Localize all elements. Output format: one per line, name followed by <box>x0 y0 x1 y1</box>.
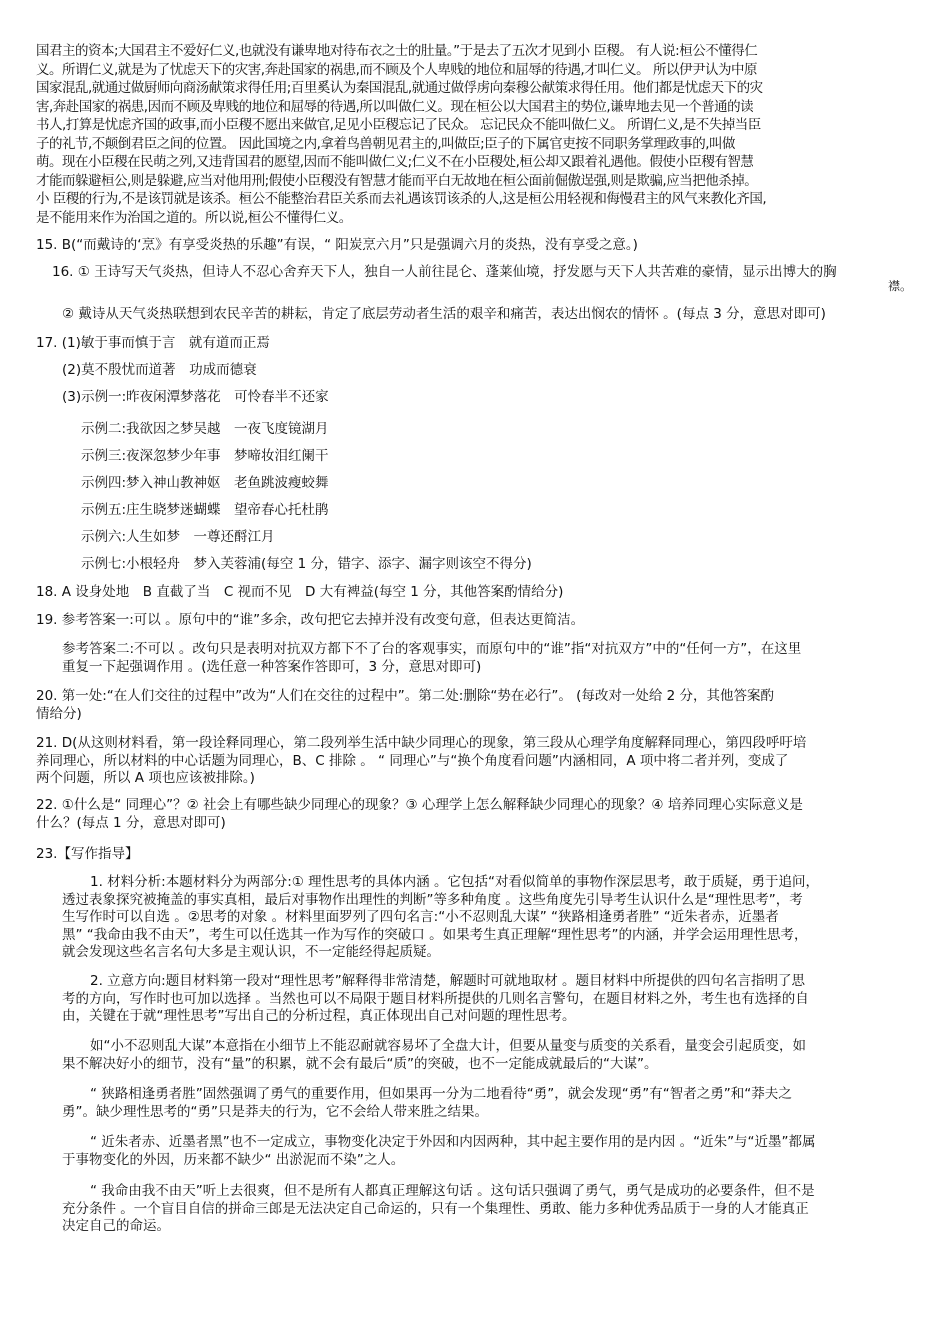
writing-guide-paragraph-4 <box>62 1086 792 1121</box>
example-line: 示例五:庄生晓梦迷蝴蝶 望帝春心托杜鹃 <box>81 502 329 518</box>
text-line: 2. 立意方向:题目材料第一段对“理性思考”解释得非常清楚，解题时可就地取材 。题目材料中所提供的四句名言指明了思 <box>90 973 805 989</box>
answer-17-line-2: (2)莫不殷忧而道著 功成而德衰 <box>62 362 257 378</box>
text-line: 勇”。缺少理性思考的“勇”只是莽夫的行为，它不会给人带来胜之结果。 <box>62 1103 488 1120</box>
writing-guide-paragraph-5 <box>62 1134 816 1169</box>
answer-20 <box>36 688 774 723</box>
example-line: 示例二:我欲因之梦吴越 一夜飞度镜湖月 <box>81 421 329 437</box>
text-line: 子的礼节,不颠倒君臣之间的位置。 因此国境之内,拿着鸟兽朝见君主的,叫做臣;臣子的下属官吏按不同职务掌理政事的,叫做 <box>36 135 736 152</box>
answer-17-line-3: (3)示例一:昨夜闲潭梦落花 可怜春半不还家 <box>62 389 329 405</box>
answer-16-point-2: ② 戴诗从天气炎热联想到农民辛苦的耕耘，肯定了底层劳动者生活的艰辛和痛苦，表达出悯农的情怀 。(每点 3 分，意思对即可) <box>62 306 826 322</box>
text-line: 害,奔赴国家的祸患,因而不顾及卑贱的地位和屈辱的待遇,所以叫做仁义。现在桓公以大国君主的势位,谦卑地去见一个普通的读 <box>36 98 754 115</box>
text-line: 参考答案二:不可以 。改句只是表明对抗双方都下不了台的客观事实，而原句中的“谁”指“对抗双方”中的“任何一方”，在这里 <box>62 641 802 657</box>
text-line: 决定自己的命运。 <box>62 1218 170 1234</box>
answer-17-examples <box>81 416 532 578</box>
example-line: 示例三:夜深忽梦少年事 梦啼妆泪红阑干 <box>81 448 329 464</box>
text-line: 情给分) <box>36 705 82 722</box>
example-line: 示例四:梦入神山教神妪 老鱼跳波瘦蛟舞 <box>81 475 329 491</box>
text-line: 透过表象探究被掩盖的事实真相，最后对事物作出理性的判断”等多种角度 。这些角度先引导考生认识什么是“理性思考”，考 <box>62 891 803 908</box>
text-line: 充分条件 。一个盲目自信的拼命三郎是无法决定自己命运的，只有一个集理性、勇敢、能力多种优秀品质于一身的人才能真正 <box>62 1200 809 1217</box>
text-line: 果不解决好小的细节，没有“量”的积累，就不会有最后“质”的突破，也不一定能成就最后的“大谋”。 <box>62 1055 658 1072</box>
text-line: 养同理心，所以材料的中心话题为同理心，B、C 排除 。 “ 同理心”与“换个角度看问题”内涵相同，A 项中将二者并列，变成了 <box>36 752 789 769</box>
text-line: 20. 第一处:“在人们交往的过程中”改为“人们在交往的过程中”。第二处:删除“势在必行”。 (每改对一处给 2 分，其他答案酌 <box>36 688 775 704</box>
writing-guide-paragraph-2 <box>62 973 809 1026</box>
text-line: 才能而躲避桓公,则是躲避,应当对他用刑;假使小臣稷没有智慧才能而平白无故地在桓公面前倔傲逞强,则是欺骗,应当把他杀掉。 <box>36 172 758 189</box>
text-line: 黑” “我命由我不由天”，考生可以任选其一作为写作的突破口 。如果考生真正理解“理性思考”的内涵，并学会运用理性思考， <box>62 926 808 943</box>
text-line: 16. ① 王诗写天气炎热，但诗人不忍心舍弃天下人，独自一人前往昆仑、蓬莱仙境，抒发愿与天下人共苦难的豪情，显示出博大的胸 <box>52 264 837 280</box>
text-line: 国君主的资本;大国君主不爱好仁义,也就没有谦卑地对待布衣之士的肚量。”于是去了五次才见到小 臣稷。 有人说:桓公不懂得仁 <box>36 43 758 59</box>
answer-22 <box>36 797 803 832</box>
text-line: 考的方向，写作时也可加以选择 。当然也可以不局限于题目材料所提供的几则名言警句，在题目材料之外，考生也有选择的自 <box>62 990 809 1007</box>
text-line: “ 近朱者赤、近墨者黑”也不一定成立，事物变化决定于外因和内因两种，其中起主要作用的是内因 。“近朱”与“近墨”都属 <box>90 1134 816 1150</box>
text-line: 1. 材料分析:本题材料分为两部分:① 理性思考的具体内涵 。它包括“对看似简单的事物作深层思考，敢于质疑，勇于追问， <box>90 874 819 890</box>
text-line: 如“小不忍则乱大谋”本意指在小细节上不能忍耐就容易坏了全盘大计，但要从量变与质变的关系看，量变会引起质变，如 <box>90 1038 806 1054</box>
text-line: 两个问题，所以 A 项也应该被排除。) <box>36 770 255 786</box>
answer-17-line-1: 17. (1)敏于事而慎于言 就有道而正焉 <box>36 335 270 351</box>
text-line: 重复一下起强调作用 。(选任意一种答案作答即可，3 分，意思对即可) <box>62 658 482 675</box>
answer-19-option-2 <box>62 641 801 676</box>
text-line: 21. D(从这则材料看，第一段诠释同理心，第二段列举生活中缺少同理心的现象，第三段从心理学角度解释同理心，第四段呼吁培 <box>36 735 807 751</box>
text-line: “ 狭路相逢勇者胜”固然强调了勇气的重要作用，但如果再一分为二地看待“勇”，就会发现“勇”有“智者之勇”和“莽夫之 <box>90 1086 792 1102</box>
text-line: “ 我命由我不由天”听上去很爽，但不是所有人都真正理解这句话 。这句话只强调了勇气，勇气是成功的必要条件，但不是 <box>90 1183 815 1199</box>
answer-23-heading: 23.【写作指导】 <box>36 846 139 862</box>
example-line: 示例六:人生如梦 一尊还酹江月 <box>81 529 275 545</box>
answer-21 <box>36 735 806 788</box>
writing-guide-paragraph-1 <box>62 874 819 962</box>
text-line: 由，关键在于就“理性思考”写出自己的分析过程，真正体现出自己对问题的理性思考。 <box>62 1008 576 1024</box>
answer-16 <box>52 264 837 282</box>
answer-16-wrap: 襟。 <box>888 279 913 293</box>
text-line: 生写作时可以自选 。②思考的对象 。材料里面罗列了四句名言:“小不忍则乱大谋” “狭路相逢勇者胜” “近朱者赤，近墨者 <box>62 909 779 925</box>
text-line: 国家混乱,就通过做厨师向商汤献策求得任用;百里奚认为秦国混乱,就通过做俘虏向秦穆公献策求得任用。他们都是忧虑天下的灾 <box>36 80 763 96</box>
text-line: 萌。现在小臣稷在民萌之列,又违背国君的愿望,因而不能叫做仁义;仁义不在小臣稷处,桓公却又跟着礼遇他。假使小臣稷有智慧 <box>36 154 754 170</box>
text-line: 22. ①什么是“ 同理心”？② 社会上有哪些缺少同理心的现象？③ 心理学上怎么解释缺少同理心的现象？④ 培养同理心实际意义是 <box>36 797 803 813</box>
text-line: 于事物变化的外因，历来都不缺少“ 出淤泥而不染”之人。 <box>62 1151 405 1168</box>
translation-paragraph <box>36 42 766 227</box>
text-line: 义。所谓仁义,就是为了忧虑天下的灾害,奔赴国家的祸患,而不顾及个人卑贱的地位和屈辱的待遇,才叫仁义。 所以伊尹认为中原 <box>36 61 757 78</box>
answer-18: 18. A 设身处地 B 直截了当 C 视而不见 D 大有裨益(每空 1 分，其他答案酌情给分) <box>36 584 564 600</box>
answer-19-option-1: 19. 参考答案一:可以 。原句中的“谁”多余，改句把它去掉并没有改变句意，但表达更简洁。 <box>36 612 585 628</box>
answer-15: 15. B(“而戴诗的‘烹》有享受炎热的乐趣”有误，“ 阳炭烹六月”只是强调六月的炎热，没有享受之意。) <box>36 237 638 253</box>
text-line: 就会发现这些名言名句大多是主观认识，不一定能经得起质疑。 <box>62 944 440 960</box>
text-line: 书人,打算是忧虑齐国的政事,而小臣稷不愿出来做官,足见小臣稷忘记了民众。 忘记民众不能叫做仁义。 所谓仁义,是不失掉当臣 <box>36 117 761 133</box>
example-line: 示例七:小根轻舟 梦入芙蓉浦(每空 1 分，错字、添字、漏字则该空不得分) <box>81 556 532 572</box>
text-line: 是不能用来作为治国之道的。所以说,桓公不懂得仁义。 <box>36 209 352 226</box>
text-line: 什么？(每点 1 分，意思对即可) <box>36 814 226 831</box>
writing-guide-paragraph-6 <box>62 1183 815 1236</box>
text-line: 小 臣稷的行为,不是该罚就是该杀。桓公不能整治君臣关系而去礼遇该罚该杀的人,这是桓公用轻视和侮慢君主的风气来教化齐国, <box>36 191 767 207</box>
writing-guide-paragraph-3 <box>62 1038 806 1073</box>
